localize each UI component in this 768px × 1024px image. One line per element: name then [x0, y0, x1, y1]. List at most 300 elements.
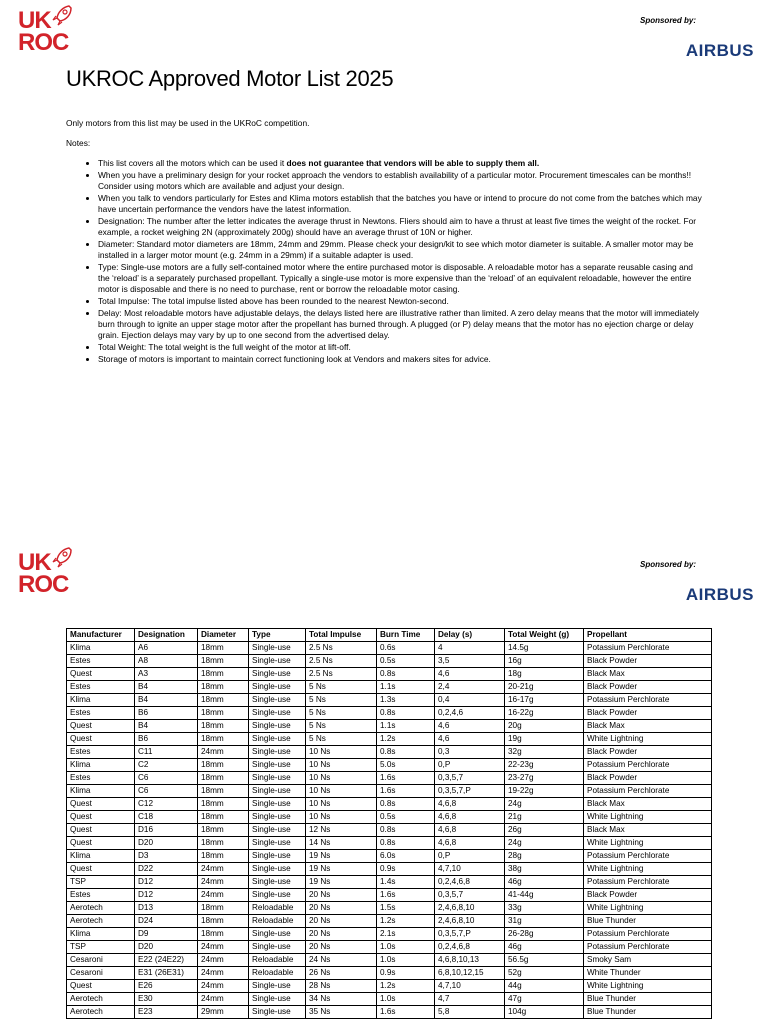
table-cell: 10 Ns: [306, 798, 377, 811]
table-cell: Reloadable: [249, 902, 306, 915]
ukroc-logo: [18, 4, 78, 56]
table-cell: Potassium Perchlorate: [584, 850, 712, 863]
table-row: [67, 759, 712, 772]
table-cell: Reloadable: [249, 915, 306, 928]
column-header: Delay (s): [435, 629, 505, 642]
table-cell: 5 Ns: [306, 694, 377, 707]
table-cell: C18: [135, 811, 198, 824]
table-cell: 1.6s: [377, 772, 435, 785]
table-cell: Single-use: [249, 681, 306, 694]
table-cell: 34 Ns: [306, 993, 377, 1006]
table-cell: Quest: [67, 811, 135, 824]
table-cell: 0.8s: [377, 707, 435, 720]
column-header: Type: [249, 629, 306, 642]
table-row: [67, 1006, 712, 1019]
table-cell: 1.0s: [377, 941, 435, 954]
table-cell: 24mm: [198, 967, 249, 980]
table-cell: 26g: [505, 824, 584, 837]
table-cell: Single-use: [249, 759, 306, 772]
table-cell: 20 Ns: [306, 941, 377, 954]
table-cell: Reloadable: [249, 954, 306, 967]
table-cell: 10 Ns: [306, 759, 377, 772]
column-header: Total Impulse: [306, 629, 377, 642]
table-cell: 1.2s: [377, 733, 435, 746]
table-cell: 18mm: [198, 928, 249, 941]
table-cell: D24: [135, 915, 198, 928]
table-cell: C12: [135, 798, 198, 811]
table-cell: 5.0s: [377, 759, 435, 772]
table-cell: Single-use: [249, 772, 306, 785]
table-cell: Estes: [67, 681, 135, 694]
table-cell: 24mm: [198, 746, 249, 759]
table-cell: 4,7,10: [435, 863, 505, 876]
table-cell: Black Max: [584, 798, 712, 811]
table-cell: Black Powder: [584, 681, 712, 694]
table-cell: 33g: [505, 902, 584, 915]
table-row: [67, 954, 712, 967]
table-cell: 44g: [505, 980, 584, 993]
table-cell: Black Powder: [584, 772, 712, 785]
table-cell: Estes: [67, 707, 135, 720]
table-row: [67, 785, 712, 798]
table-cell: 1.6s: [377, 1006, 435, 1019]
table-row: [67, 746, 712, 759]
table-cell: 18mm: [198, 720, 249, 733]
table-cell: Quest: [67, 798, 135, 811]
table-row: [67, 668, 712, 681]
table-cell: 23-27g: [505, 772, 584, 785]
table-cell: 46g: [505, 941, 584, 954]
table-cell: Single-use: [249, 837, 306, 850]
airbus-logo: AIRBUS: [685, 41, 754, 60]
table-cell: 0.6s: [377, 642, 435, 655]
table-row: [67, 876, 712, 889]
table-cell: Blue Thunder: [584, 915, 712, 928]
table-cell: Aerotech: [67, 1006, 135, 1019]
table-cell: 4,6: [435, 720, 505, 733]
table-cell: 0,3,5,7,P: [435, 928, 505, 941]
table-cell: 24mm: [198, 876, 249, 889]
table-cell: 104g: [505, 1006, 584, 1019]
table-cell: 0.5s: [377, 655, 435, 668]
table-cell: E30: [135, 993, 198, 1006]
table-cell: Quest: [67, 733, 135, 746]
table-cell: Quest: [67, 837, 135, 850]
table-cell: Klima: [67, 642, 135, 655]
table-header-row: [67, 629, 712, 642]
table-row: [67, 642, 712, 655]
table-cell: Aerotech: [67, 915, 135, 928]
table-cell: Klima: [67, 928, 135, 941]
table-row: [67, 889, 712, 902]
table-cell: Single-use: [249, 850, 306, 863]
sponsor-block-page2: [634, 560, 754, 605]
table-cell: Single-use: [249, 668, 306, 681]
note-item: • Delay: Most reloadable motors have adjustable delays, the delays listed here are illustrative rather than limited. A zero delay means that the motor will immediately burn through to ignite an upper stage motor after the propellant has burned through. A plugged (or P) delay means that the motor has no ejection charge or delay grain. Ejection delays may vary by up to one second from the advertised delay.: [98, 308, 706, 341]
table-cell: 52g: [505, 967, 584, 980]
table-cell: 0,P: [435, 850, 505, 863]
table-cell: Single-use: [249, 941, 306, 954]
table-cell: White Lightning: [584, 733, 712, 746]
table-cell: Cesaroni: [67, 967, 135, 980]
table-cell: 41-44g: [505, 889, 584, 902]
table-cell: 5 Ns: [306, 707, 377, 720]
table-cell: Quest: [67, 720, 135, 733]
table-cell: 0.8s: [377, 668, 435, 681]
table-cell: D20: [135, 837, 198, 850]
rocket-icon: [51, 4, 73, 28]
table-cell: 6.0s: [377, 850, 435, 863]
table-cell: Potassium Perchlorate: [584, 941, 712, 954]
table-cell: Aerotech: [67, 902, 135, 915]
table-cell: 29mm: [198, 1006, 249, 1019]
table-row: [67, 694, 712, 707]
logo-roc-text: ROC: [18, 29, 69, 56]
table-row: [67, 824, 712, 837]
table-cell: 1.0s: [377, 954, 435, 967]
table-cell: 20-21g: [505, 681, 584, 694]
table-cell: 5,8: [435, 1006, 505, 1019]
table-cell: 18mm: [198, 642, 249, 655]
table-cell: Estes: [67, 746, 135, 759]
table-cell: 24mm: [198, 993, 249, 1006]
table-row: [67, 915, 712, 928]
table-row: [67, 980, 712, 993]
table-cell: Single-use: [249, 928, 306, 941]
table-cell: 1.3s: [377, 694, 435, 707]
table-cell: E26: [135, 980, 198, 993]
table-cell: E22 (24E22): [135, 954, 198, 967]
table-cell: 0.9s: [377, 967, 435, 980]
table-cell: A3: [135, 668, 198, 681]
table-cell: 38g: [505, 863, 584, 876]
table-cell: 5 Ns: [306, 681, 377, 694]
table-cell: Quest: [67, 824, 135, 837]
table-body: [67, 642, 712, 1019]
table-cell: 21g: [505, 811, 584, 824]
table-cell: 5 Ns: [306, 720, 377, 733]
table-cell: 1.6s: [377, 785, 435, 798]
sponsor-label: Sponsored by:: [639, 16, 696, 25]
table-cell: Black Powder: [584, 746, 712, 759]
note-item: • When you talk to vendors particularly for Estes and Klima motors establish that the batches you have or intend to procure do not come from the batches which may have uncertain performance the vendors have the latest information.: [98, 193, 706, 215]
table-cell: 10 Ns: [306, 772, 377, 785]
table-cell: 31g: [505, 915, 584, 928]
table-cell: White Lightning: [584, 902, 712, 915]
table-cell: 2,4,6,8,10: [435, 902, 505, 915]
table-cell: 20 Ns: [306, 902, 377, 915]
table-cell: 18mm: [198, 681, 249, 694]
table-cell: 4,7,10: [435, 980, 505, 993]
table-cell: 18g: [505, 668, 584, 681]
table-cell: Single-use: [249, 798, 306, 811]
table-cell: D20: [135, 941, 198, 954]
logo-roc-text: ROC: [18, 571, 69, 598]
table-cell: 20 Ns: [306, 889, 377, 902]
table-cell: D13: [135, 902, 198, 915]
table-cell: 28 Ns: [306, 980, 377, 993]
table-cell: Single-use: [249, 993, 306, 1006]
table-cell: White Lightning: [584, 837, 712, 850]
table-cell: 18mm: [198, 785, 249, 798]
table-cell: B6: [135, 733, 198, 746]
table-cell: D16: [135, 824, 198, 837]
table-cell: Black Powder: [584, 655, 712, 668]
table-cell: 19 Ns: [306, 876, 377, 889]
table-cell: Cesaroni: [67, 954, 135, 967]
table-cell: Estes: [67, 772, 135, 785]
table-row: [67, 811, 712, 824]
table-cell: 19 Ns: [306, 863, 377, 876]
table-cell: 0,3: [435, 746, 505, 759]
table-cell: 0,2,4,6,8: [435, 941, 505, 954]
table-cell: 24 Ns: [306, 954, 377, 967]
table-cell: Single-use: [249, 980, 306, 993]
table-cell: 20 Ns: [306, 915, 377, 928]
note-item: • Total Impulse: The total impulse listed above has been rounded to the nearest Newton-second.: [98, 296, 706, 307]
table-row: [67, 772, 712, 785]
table-cell: C6: [135, 785, 198, 798]
table-cell: 18mm: [198, 811, 249, 824]
table-cell: Single-use: [249, 811, 306, 824]
table-cell: 1.0s: [377, 993, 435, 1006]
table-cell: 2,4: [435, 681, 505, 694]
table-cell: Klima: [67, 785, 135, 798]
table-cell: 24mm: [198, 863, 249, 876]
table-cell: Single-use: [249, 876, 306, 889]
table-row: [67, 993, 712, 1006]
table-cell: White Lightning: [584, 863, 712, 876]
table-cell: 1.2s: [377, 980, 435, 993]
table-cell: Klima: [67, 850, 135, 863]
table-cell: 0.8s: [377, 798, 435, 811]
table-cell: 0,P: [435, 759, 505, 772]
table-row: [67, 967, 712, 980]
column-header: Manufacturer: [67, 629, 135, 642]
table-cell: Black Max: [584, 720, 712, 733]
note-item: • Total Weight: The total weight is the full weight of the motor at lift-off.: [98, 342, 706, 353]
column-header: Total Weight (g): [505, 629, 584, 642]
table-cell: 1.5s: [377, 902, 435, 915]
table-cell: 4,6,8: [435, 798, 505, 811]
table-cell: 18mm: [198, 668, 249, 681]
table-cell: A8: [135, 655, 198, 668]
table-cell: Potassium Perchlorate: [584, 876, 712, 889]
table-cell: E31 (26E31): [135, 967, 198, 980]
table-cell: 4,6,8: [435, 824, 505, 837]
table-cell: 0.9s: [377, 863, 435, 876]
table-cell: 2.5 Ns: [306, 668, 377, 681]
table-cell: B6: [135, 707, 198, 720]
table-cell: C6: [135, 772, 198, 785]
table-cell: 18mm: [198, 902, 249, 915]
table-cell: Reloadable: [249, 967, 306, 980]
table-cell: 2.5 Ns: [306, 655, 377, 668]
table-row: [67, 902, 712, 915]
table-cell: D9: [135, 928, 198, 941]
table-cell: Quest: [67, 863, 135, 876]
table-cell: 3,5: [435, 655, 505, 668]
table-cell: 10 Ns: [306, 811, 377, 824]
table-cell: 56.5g: [505, 954, 584, 967]
table-cell: C11: [135, 746, 198, 759]
table-cell: 18mm: [198, 798, 249, 811]
table-cell: 16g: [505, 655, 584, 668]
intro-section: [66, 118, 706, 366]
table-cell: 5 Ns: [306, 733, 377, 746]
note-item: • Diameter: Standard motor diameters are 18mm, 24mm and 29mm. Please check your design/kit to see which motor diameter is suitable. A smaller motor may be installed in a larger motor mount (e.g. 24mm in a 29mm) if a suitable adapter is used.: [98, 239, 706, 261]
table-row: [67, 928, 712, 941]
table-row: [67, 655, 712, 668]
table-cell: Quest: [67, 668, 135, 681]
table-cell: 26 Ns: [306, 967, 377, 980]
table-cell: Black Max: [584, 668, 712, 681]
table-cell: 4,6,8,10,13: [435, 954, 505, 967]
table-cell: 35 Ns: [306, 1006, 377, 1019]
table-cell: 18mm: [198, 733, 249, 746]
table-cell: 18mm: [198, 759, 249, 772]
table-cell: Single-use: [249, 720, 306, 733]
intro-text: Only motors from this list may be used in the UKRoC competition.: [66, 118, 310, 128]
table-cell: Blue Thunder: [584, 993, 712, 1006]
table-cell: D12: [135, 876, 198, 889]
table-cell: 6,8,10,12,15: [435, 967, 505, 980]
table-cell: 18mm: [198, 824, 249, 837]
table-cell: 2.5 Ns: [306, 642, 377, 655]
table-cell: 46g: [505, 876, 584, 889]
table-cell: Quest: [67, 980, 135, 993]
airbus-logo: AIRBUS: [685, 585, 754, 604]
table-cell: TSP: [67, 876, 135, 889]
notes-label: Notes:: [66, 138, 91, 148]
sponsor-block: [634, 16, 754, 61]
table-cell: 0,3,5,7: [435, 772, 505, 785]
table-cell: 24mm: [198, 980, 249, 993]
table-cell: 0.8s: [377, 824, 435, 837]
table-cell: 1.1s: [377, 720, 435, 733]
table-row: [67, 850, 712, 863]
table-cell: 18mm: [198, 837, 249, 850]
table-cell: 14.5g: [505, 642, 584, 655]
table-row: [67, 941, 712, 954]
table-cell: Estes: [67, 889, 135, 902]
table-row: [67, 733, 712, 746]
table-cell: 0,3,5,7: [435, 889, 505, 902]
note-item: • Designation: The number after the letter indicates the average thrust in Newtons. Fliers should aim to have a thrust at least five times the weight of the rocket. For example, a rocket weighing 2N (approximately 200g) should have an average thrust of 10N or higher.: [98, 216, 706, 238]
table-cell: 22-23g: [505, 759, 584, 772]
table-cell: TSP: [67, 941, 135, 954]
note-item: • Type: Single-use motors are a fully self-contained motor where the entire purchased motor is disposable. A reloadable motor has a separate reusable casing and the ‘reload’ is a separately purchased propellant. Typically a single-use motor is more expensive than the ‘reload’ of an equivalent reloadable, however the entire motor is disposable and there is no need to purchase, rent or borrow the reloadable motor casing.: [98, 262, 706, 295]
table-cell: Estes: [67, 655, 135, 668]
table-cell: 10 Ns: [306, 785, 377, 798]
table-cell: 0,4: [435, 694, 505, 707]
table-cell: Black Powder: [584, 889, 712, 902]
column-header: Designation: [135, 629, 198, 642]
table-cell: White Lightning: [584, 811, 712, 824]
table-cell: C2: [135, 759, 198, 772]
column-header: Burn Time: [377, 629, 435, 642]
table-cell: Single-use: [249, 889, 306, 902]
table-cell: 18mm: [198, 772, 249, 785]
table-cell: 1.4s: [377, 876, 435, 889]
logo-uk-text: UK: [18, 7, 51, 34]
table-cell: 18mm: [198, 655, 249, 668]
table-cell: Smoky Sam: [584, 954, 712, 967]
table-cell: D3: [135, 850, 198, 863]
table-cell: Potassium Perchlorate: [584, 642, 712, 655]
table-cell: 4,6: [435, 733, 505, 746]
table-cell: Potassium Perchlorate: [584, 759, 712, 772]
motor-table: [66, 628, 712, 1019]
table-cell: Single-use: [249, 746, 306, 759]
ukroc-logo-page2: [18, 546, 78, 598]
table-row: [67, 681, 712, 694]
note-item: • When you have a preliminary design for your rocket approach the vendors to establish availability of a particular motor. Procurement timescales can be months!! Consider using motors which are available and adjust your design.: [98, 170, 706, 192]
table-cell: 32g: [505, 746, 584, 759]
table-cell: White Thunder: [584, 967, 712, 980]
table-cell: Single-use: [249, 785, 306, 798]
table-cell: 2,4,6,8,10: [435, 915, 505, 928]
table-cell: 28g: [505, 850, 584, 863]
table-cell: 24mm: [198, 941, 249, 954]
table-cell: 1.6s: [377, 889, 435, 902]
table-cell: 16-17g: [505, 694, 584, 707]
table-cell: 18mm: [198, 915, 249, 928]
column-header: Propellant: [584, 629, 712, 642]
table-cell: White Lightning: [584, 980, 712, 993]
sponsor-label: Sponsored by:: [639, 560, 696, 569]
column-header: Diameter: [198, 629, 249, 642]
table-cell: 1.2s: [377, 915, 435, 928]
table-cell: Single-use: [249, 733, 306, 746]
table-row: [67, 720, 712, 733]
table-cell: 0,2,4,6,8: [435, 876, 505, 889]
table-cell: B4: [135, 694, 198, 707]
table-cell: 0.5s: [377, 811, 435, 824]
notes-list: [66, 158, 706, 365]
table-cell: D12: [135, 889, 198, 902]
table-cell: 24g: [505, 798, 584, 811]
table-cell: 19 Ns: [306, 850, 377, 863]
table-row: [67, 798, 712, 811]
note-item: • This list covers all the motors which can be used it does not guarantee that vendors will be able to supply them all.: [98, 158, 706, 169]
table-cell: 0.8s: [377, 837, 435, 850]
table-cell: D22: [135, 863, 198, 876]
table-cell: Klima: [67, 694, 135, 707]
table-cell: B4: [135, 681, 198, 694]
table-cell: A6: [135, 642, 198, 655]
table-cell: 4: [435, 642, 505, 655]
table-cell: E23: [135, 1006, 198, 1019]
table-cell: Single-use: [249, 863, 306, 876]
table-cell: Potassium Perchlorate: [584, 785, 712, 798]
table-cell: Black Max: [584, 824, 712, 837]
table-cell: 4,6,8: [435, 837, 505, 850]
table-cell: 18mm: [198, 850, 249, 863]
table-cell: Potassium Perchlorate: [584, 928, 712, 941]
table-cell: 16-22g: [505, 707, 584, 720]
table-row: [67, 863, 712, 876]
table-cell: Single-use: [249, 1006, 306, 1019]
table-cell: Klima: [67, 759, 135, 772]
table-cell: Potassium Perchlorate: [584, 694, 712, 707]
table-cell: Single-use: [249, 707, 306, 720]
table-cell: Single-use: [249, 824, 306, 837]
table-cell: 18mm: [198, 694, 249, 707]
table-row: [67, 837, 712, 850]
table-cell: 1.1s: [377, 681, 435, 694]
table-cell: 12 Ns: [306, 824, 377, 837]
